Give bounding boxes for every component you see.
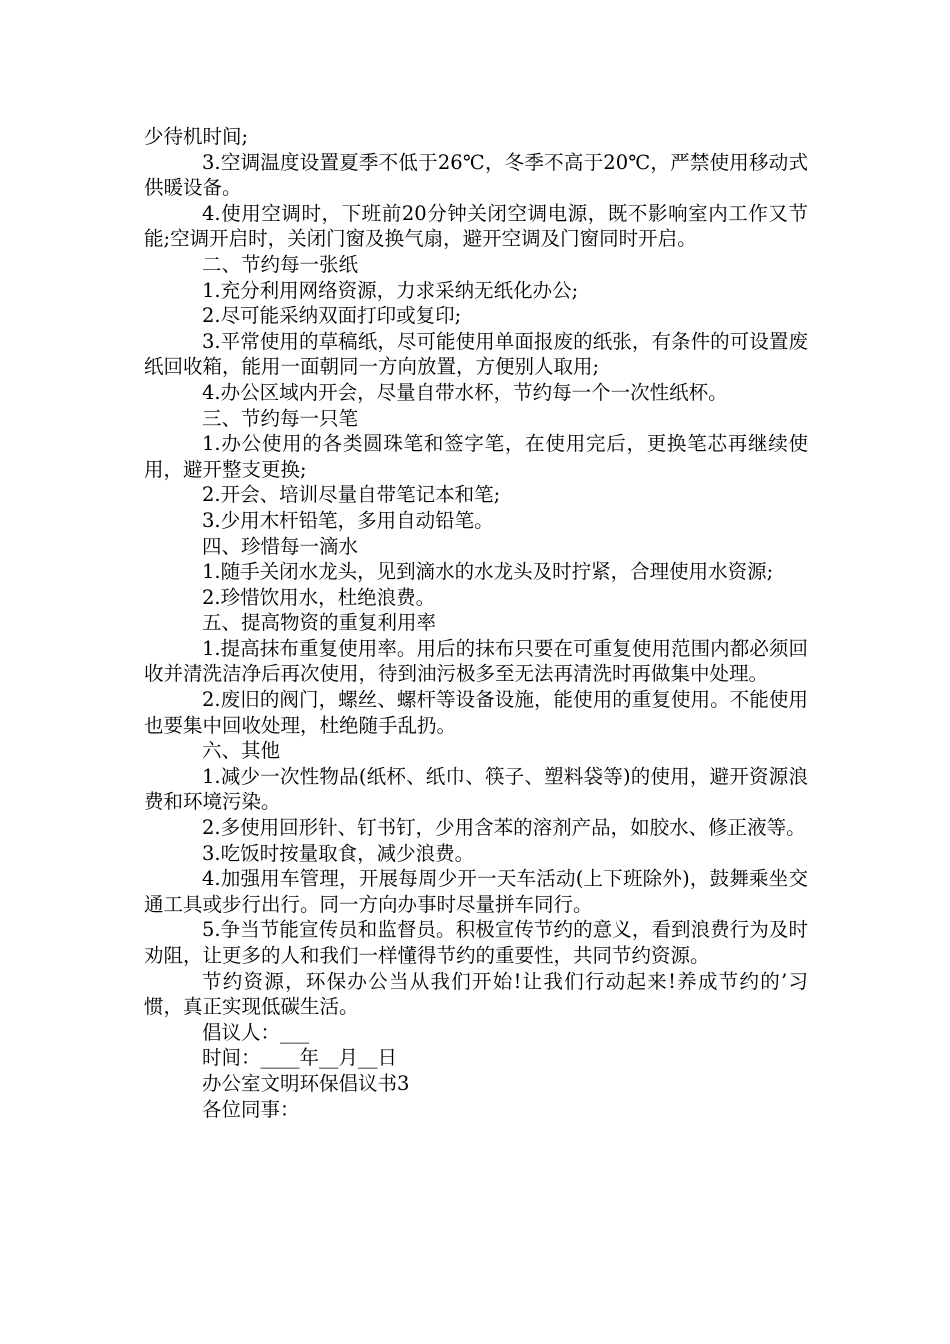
paragraph-16: 1.提高抹布重复使用率。用后的抹布只要在可重复使用范围内都必须回收并清洗洁净后再次使用，待到油污极多至无法再清洗时再做集中处理。 (144, 636, 808, 686)
paragraph-20: 2.多使用回形针、钉书钉，少用含苯的溶剂产品，如胶水、修正液等。 (202, 816, 806, 840)
paragraph-6: 3.平常使用的草稿纸，尽可能使用单面报废的纸张，有条件的可设置废纸回收箱，能用一面朝同一方向放置，方便别人取用; (144, 329, 808, 379)
paragraph-2: 4.使用空调时，下班前20分钟关闭空调电源，既不影响室内工作又节能;空调开启时，关闭门窗及换气扇，避开空调及门窗同时开启。 (144, 201, 808, 251)
paragraph-19: 1.减少一次性物品(纸杯、纸巾、筷子、塑料袋等)的使用，避开资源浪费和环境污染。 (144, 764, 808, 814)
paragraph-5: 2.尽可能采纳双面打印或复印; (202, 304, 462, 328)
closing-paragraph: 节约资源，环保办公当从我们开始!让我们行动起来!养成节约的’习惯，真正实现低碳生活。 (144, 969, 808, 1019)
initiator-line: 倡议人：___ (202, 1020, 310, 1044)
paragraph-9: 1.办公使用的各类圆珠笔和签字笔，在使用完后，更换笔芯再继续使用，避开整支更换; (144, 432, 808, 481)
paragraph-23: 5.争当节能宣传员和监督员。积极宣传节约的意义，看到浪费行为及时劝阻，让更多的人和我们一样懂得节约的重要性，共同节约资源。 (144, 918, 808, 967)
paragraph-11: 3.少用木杆铅笔，多用自动铅笔。 (202, 508, 494, 532)
paragraph-22: 4.加强用车管理，开展每周少开一天车活动(上下班除外)，鼓舞乘坐交通工具或步行出行。同一方向办事时尽量拼车同行。 (144, 867, 808, 916)
date-line: 时间：____年__月__日 (202, 1046, 398, 1070)
section-heading-6: 六、其他 (202, 739, 281, 763)
paragraph-14: 2.珍惜饮用水，杜绝浪费。 (202, 585, 436, 609)
paragraph-1: 3.空调温度设置夏季不低于26℃，冬季不高于20℃，严禁使用移动式供暖设备。 (144, 150, 808, 200)
paragraph-4: 1.充分利用网络资源，力求采纳无纸化办公; (202, 278, 579, 302)
section-heading-2: 二、节约每一张纸 (202, 252, 359, 276)
next-document-title: 办公室文明环保倡议书3 (202, 1071, 410, 1095)
document-body (144, 124, 808, 1122)
paragraph-10: 2.开会、培训尽量自带笔记本和笔; (202, 483, 501, 507)
paragraph-21: 3.吃饭时按量取食，减少浪费。 (202, 841, 475, 865)
section-heading-3: 三、节约每一只笔 (202, 406, 359, 430)
paragraph-17: 2.废旧的阀门，螺丝、螺杆等设备设施，能使用的重复使用。不能使用也要集中回收处理，杜绝随手乱扔。 (144, 688, 808, 737)
salutation: 各位同事： (202, 1097, 300, 1121)
paragraph-13: 1.随手关闭水龙头，见到滴水的水龙头及时拧紧，合理使用水资源; (202, 560, 774, 584)
section-heading-5: 五、提高物资的重复利用率 (202, 611, 437, 635)
paragraph-0: 少待机时间; (144, 125, 249, 148)
section-heading-4: 四、珍惜每一滴水 (202, 534, 359, 558)
paragraph-7: 4.办公区域内开会，尽量自带水杯，节约每一个一次性纸杯。 (202, 380, 728, 404)
